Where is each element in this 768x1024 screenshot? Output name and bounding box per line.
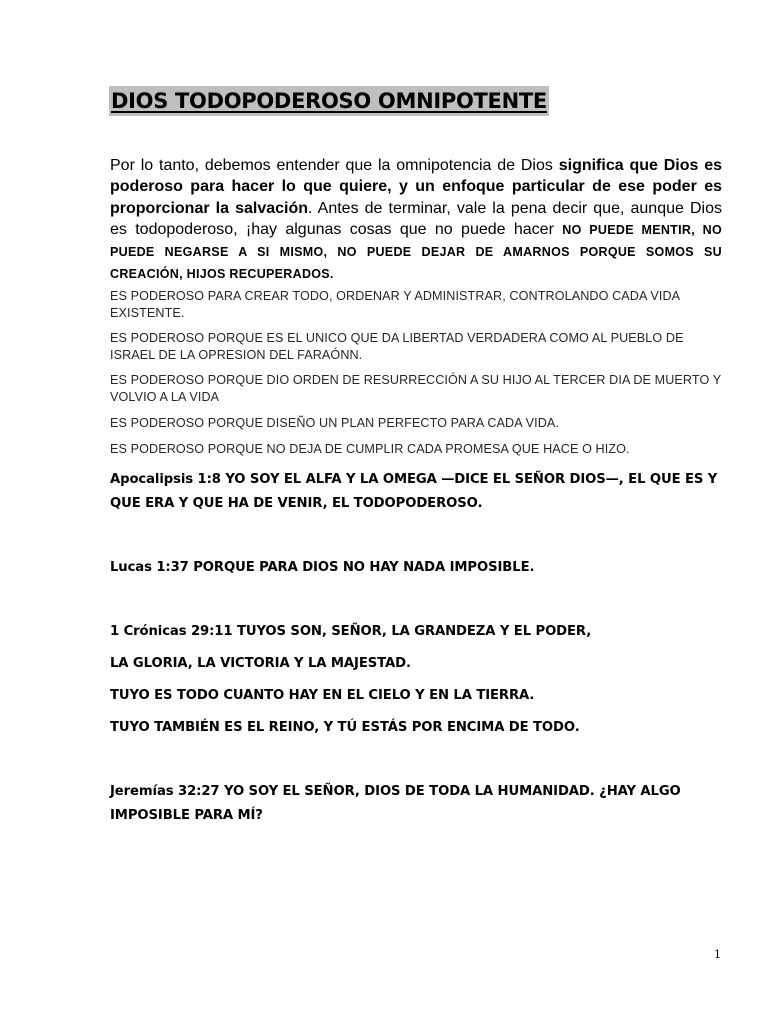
point-resurrection: ES PODEROSO PORQUE DIO ORDEN DE RESURRECCIÓN A SU HIJO AL TERCER DIA DE MUERTO Y VOLVIO A LA VIDA — [110, 373, 721, 404]
verse-cronicas-line-1: 1 Crónicas 29:11 TUYOS SON, SEÑOR, LA GRANDEZA Y EL PODER, — [110, 624, 592, 639]
intro-text-2: . Antes de terminar, vale la pena decir que, aunque Dios es todopoderoso, ¡hay algunas cosas que no puede hacer — [110, 199, 722, 238]
intro-emphasis: significa que Dios es poderoso para hacer lo que quiere, y un enfoque particular de ese poder es proporcionar la salvación — [110, 157, 723, 217]
verse-cronicas-line-4: TUYO TAMBIÉN ES EL REINO, Y TÚ ESTÁS POR ENCIMA DE TODO. — [110, 720, 580, 735]
point-promise: ES PODEROSO PORQUE NO DEJA DE CUMPLIR CADA PROMESA QUE HACE O HIZO. — [110, 442, 630, 456]
verse-cronicas-line-3: TUYO ES TODO CUANTO HAY EN EL CIELO Y EN LA TIERRA. — [110, 688, 535, 703]
point-plan: ES PODEROSO PORQUE DISEÑO UN PLAN PERFECTO PARA CADA VIDA. — [110, 416, 560, 430]
verse-apocalipsis: Apocalipsis 1:8 YO SOY EL ALFA Y LA OMEGA —DICE EL SEÑOR DIOS—, EL QUE ES Y QUE ERA Y QUE HA DE VENIR, EL TODOPODEROSO. — [110, 472, 718, 511]
intro-text-1: Por lo tanto, debemos entender que la omnipotencia de Dios — [110, 157, 559, 174]
document-title: DIOS TODOPODEROSO OMNIPOTENTE — [109, 86, 549, 116]
verse-lucas: Lucas 1:37 PORQUE PARA DIOS NO HAY NADA IMPOSIBLE. — [110, 560, 535, 575]
point-create: ES PODEROSO PARA CREAR TODO, ORDENAR Y ADMINISTRAR, CONTROLANDO CADA VIDA EXISTENTE. — [110, 289, 680, 320]
point-freedom: ES PODEROSO PORQUE ES EL UNICO QUE DA LIBERTAD VERDADERA COMO AL PUEBLO DE ISRAEL DE LA OPRESION DEL FARAÓNN. — [110, 331, 684, 362]
intro-caps-text: NO PUEDE MENTIR, NO PUEDE NEGARSE A SI MISMO, NO PUEDE DEJAR DE AMARNOS PORQUE SOMOS SU CREACIÓN, HIJOS RECUPERADOS. — [110, 222, 723, 282]
page-number: 1 — [714, 948, 721, 961]
intro-paragraph — [110, 155, 722, 286]
verse-jeremias: Jeremías 32:27 YO SOY EL SEÑOR, DIOS DE TODA LA HUMANIDAD. ¿HAY ALGO IMPOSIBLE PARA MÍ? — [110, 784, 681, 823]
verse-cronicas-line-2: LA GLORIA, LA VICTORIA Y LA MAJESTAD. — [110, 656, 411, 671]
